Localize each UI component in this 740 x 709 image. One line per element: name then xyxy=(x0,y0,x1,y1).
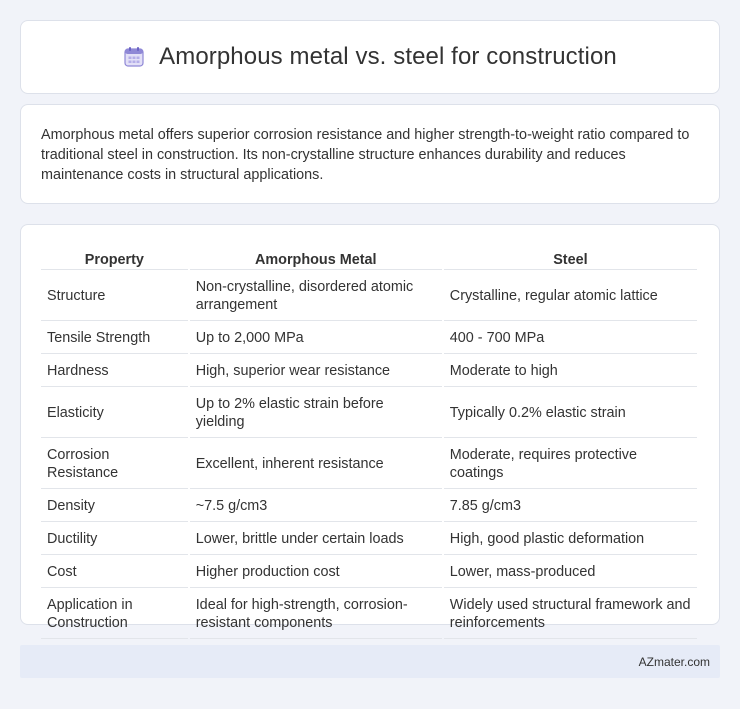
cell-amorphous: ~7.5 g/cm3 xyxy=(190,491,442,522)
cell-steel: High, good plastic deformation xyxy=(444,524,697,555)
header-property: Property xyxy=(41,246,188,270)
table-row xyxy=(41,491,697,522)
intro-text: Amorphous metal offers superior corrosion resistance and higher strength-to-weight ratio compared to traditional steel in construction. Its non-crystalline structure enhances durability and reduces maintenance costs in structural applications. xyxy=(41,127,690,183)
header-steel: Steel xyxy=(444,246,697,270)
title-card xyxy=(20,20,720,94)
cell-property: Elasticity xyxy=(41,389,188,438)
cell-amorphous: Lower, brittle under certain loads xyxy=(190,524,442,555)
cell-amorphous: Non-crystalline, disordered atomic arrangement xyxy=(190,272,442,321)
cell-property: Hardness xyxy=(41,356,188,387)
footer-brand: AZmater.com xyxy=(638,654,710,669)
table-row xyxy=(41,356,697,387)
cell-property: Density xyxy=(41,491,188,522)
comparison-table xyxy=(39,244,699,641)
cell-amorphous: Up to 2% elastic strain before yielding xyxy=(190,389,442,438)
cell-property: Structure xyxy=(41,272,188,321)
cell-amorphous: High, superior wear resistance xyxy=(190,356,442,387)
table-row xyxy=(41,524,697,555)
title-wrap xyxy=(123,43,617,71)
table-row xyxy=(41,557,697,588)
cell-amorphous: Ideal for high-strength, corrosion-resistant components xyxy=(190,590,442,639)
cell-steel: 7.85 g/cm3 xyxy=(444,491,697,522)
header-amorphous-metal: Amorphous Metal xyxy=(190,246,442,270)
cell-amorphous: Up to 2,000 MPa xyxy=(190,323,442,354)
calendar-icon xyxy=(123,46,145,68)
cell-property: Cost xyxy=(41,557,188,588)
page-title: Amorphous metal vs. steel for construction xyxy=(159,43,617,70)
cell-property: Ductility xyxy=(41,524,188,555)
intro-card xyxy=(20,104,720,204)
table-row xyxy=(41,272,697,321)
cell-steel: Crystalline, regular atomic lattice xyxy=(444,272,697,321)
cell-property: Application in Construction xyxy=(41,590,188,639)
cell-property: Tensile Strength xyxy=(41,323,188,354)
cell-property: Corrosion Resistance xyxy=(41,440,188,489)
table-row xyxy=(41,389,697,438)
cell-steel: Moderate, requires protective coatings xyxy=(444,440,697,489)
cell-steel: 400 - 700 MPa xyxy=(444,323,697,354)
table-row xyxy=(41,590,697,639)
footer xyxy=(20,645,720,678)
table-row xyxy=(41,323,697,354)
cell-steel: Widely used structural framework and reinforcements xyxy=(444,590,697,639)
cell-amorphous: Higher production cost xyxy=(190,557,442,588)
cell-steel: Moderate to high xyxy=(444,356,697,387)
comparison-card xyxy=(20,224,720,631)
table-row xyxy=(41,440,697,489)
cell-amorphous: Excellent, inherent resistance xyxy=(190,440,442,489)
table-header-row xyxy=(41,246,697,270)
cell-steel: Typically 0.2% elastic strain xyxy=(444,389,697,438)
cell-steel: Lower, mass-produced xyxy=(444,557,697,588)
